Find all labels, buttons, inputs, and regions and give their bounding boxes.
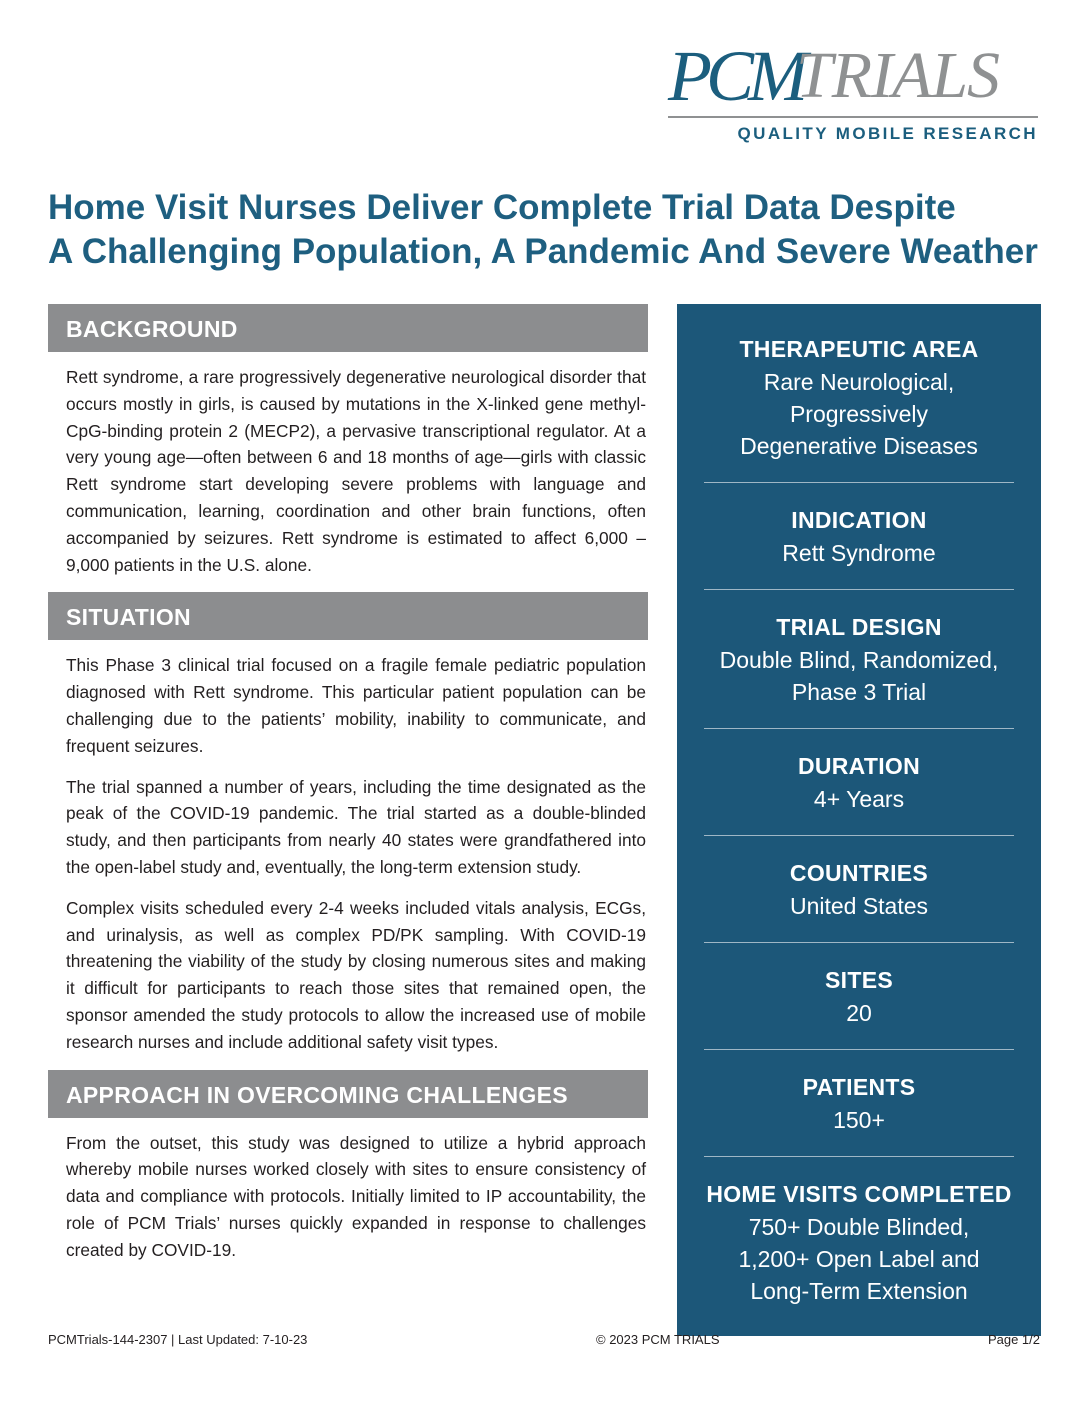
fact-value-line: 750+ Double Blinded,	[748, 1214, 970, 1240]
logo-mark: PCM	[668, 36, 802, 116]
fact-label: SITES	[825, 967, 893, 993]
fact-label: TRIAL DESIGN	[776, 614, 942, 640]
approach-paragraph: From the outset, this study was designed to utilize a hybrid approach whereby mobile nurses worked closely with sites to ensure consistency of data and compliance with protocols. Initially limited to IP accountability, the role of PCM Trials’ nurses quickly expanded in response to challenges created by COVID-19.	[66, 1132, 646, 1260]
fact-value-line: Progressively	[789, 401, 929, 427]
fact-value-line: Double Blind, Randomized,	[719, 647, 999, 673]
situation-paragraph-1: This Phase 3 clinical trial focused on a fragile female pediatric population diagnosed with Rett syndrome. This particular patient population can be challenging due to the patients’ mobility, inability to communicate, and frequent seizures.	[66, 655, 646, 756]
company-logo	[668, 36, 1038, 150]
fact-value	[687, 997, 1031, 1029]
trial-facts-sidebar	[677, 304, 1041, 1336]
fact-label: THERAPEUTIC AREA	[739, 336, 979, 362]
fact-value	[687, 783, 1031, 815]
page-title-line-2: A Challenging Population, A Pandemic And Severe Weather	[48, 232, 1038, 271]
background-heading: BACKGROUND	[48, 304, 648, 352]
fact-value-line: Phase 3 Trial	[791, 679, 927, 705]
fact-label: DURATION	[797, 753, 921, 779]
fact-home-visits	[677, 1179, 1041, 1307]
fact-value-line: United States	[789, 893, 929, 919]
fact-label: INDICATION	[791, 507, 927, 533]
fact-value-line: Rare Neurological,	[763, 369, 955, 395]
main-content	[48, 304, 648, 1264]
fact-duration	[677, 751, 1041, 815]
footer-page-number: Page 1/2	[987, 1332, 1040, 1347]
situation-paragraph-3: Complex visits scheduled every 2-4 weeks included vitals analysis, ECGs, and urinalysis, as well as complex PD/PK sampling. With COVID-19 threatening the viability of the study by closing numerous sites and making it difficult for participants to reach those sites that remained open, the sponsor amended the study protocols to allow the increased use of mobile research nurses and include additional safety visit types.	[66, 897, 646, 1052]
fact-patients	[677, 1072, 1041, 1136]
fact-value-line: Rett Syndrome	[782, 540, 936, 566]
logo-rule	[668, 116, 1038, 118]
fact-countries	[677, 858, 1041, 922]
fact-label: PATIENTS	[802, 1074, 916, 1100]
fact-value	[687, 537, 1031, 569]
fact-value-line: Long-Term Extension	[750, 1278, 968, 1304]
fact-value	[687, 890, 1031, 922]
fact-value	[687, 366, 1031, 462]
logo-wordmark: TRIALS	[796, 39, 1000, 112]
fact-indication	[677, 505, 1041, 569]
fact-value-line: Degenerative Diseases	[740, 433, 978, 459]
fact-value-line: 4+ Years	[813, 786, 905, 812]
fact-value	[687, 1104, 1031, 1136]
logo-tagline: QUALITY MOBILE RESEARCH	[737, 124, 1038, 143]
page-title-line-1: Home Visit Nurses Deliver Complete Trial Data Despite	[48, 188, 956, 227]
footer-copyright: © 2023 PCM TRIALS	[596, 1332, 720, 1347]
fact-value	[687, 644, 1031, 708]
fact-label: COUNTRIES	[789, 860, 929, 886]
fact-label: HOME VISITS COMPLETED	[706, 1181, 1012, 1207]
fact-value-line: 150+	[833, 1107, 885, 1133]
fact-value-line: 1,200+ Open Label and	[738, 1246, 980, 1272]
fact-value	[687, 1211, 1031, 1307]
page-title	[48, 186, 1058, 274]
fact-value-line: 20	[846, 1000, 872, 1026]
footer-doc-id: PCMTrials-144-2307 | Last Updated: 7-10-23	[48, 1332, 308, 1347]
fact-sites	[677, 965, 1041, 1029]
background-paragraph: Rett syndrome, a rare progressively degenerative neurological disorder that occurs mostly in girls, is caused by mutations in the X-linked gene methyl-CpG-binding protein 2 (MECP2), a pervasive transcriptional regulator. At a very young age—often between 6 and 18 months of age—girls with classic Rett syndrome start developing severe problems with language and communication, learning, coordination and other brain functions, often accompanied by seizures. Rett syndrome is estimated to affect 6,000 – 9,000 patients in the U.S. alone.	[66, 367, 646, 575]
fact-therapeutic-area	[677, 334, 1041, 462]
situation-heading: SITUATION	[48, 592, 648, 640]
approach-heading: APPROACH IN OVERCOMING CHALLENGES	[48, 1070, 648, 1118]
situation-paragraph-2: The trial spanned a number of years, including the time designated as the peak of the COVID-19 pandemic. The trial started as a double-blinded study, and then participants from nearly 40 states were grandfathered into the open-label study and, eventually, the long-term extension study.	[66, 776, 646, 877]
fact-trial-design	[677, 612, 1041, 708]
